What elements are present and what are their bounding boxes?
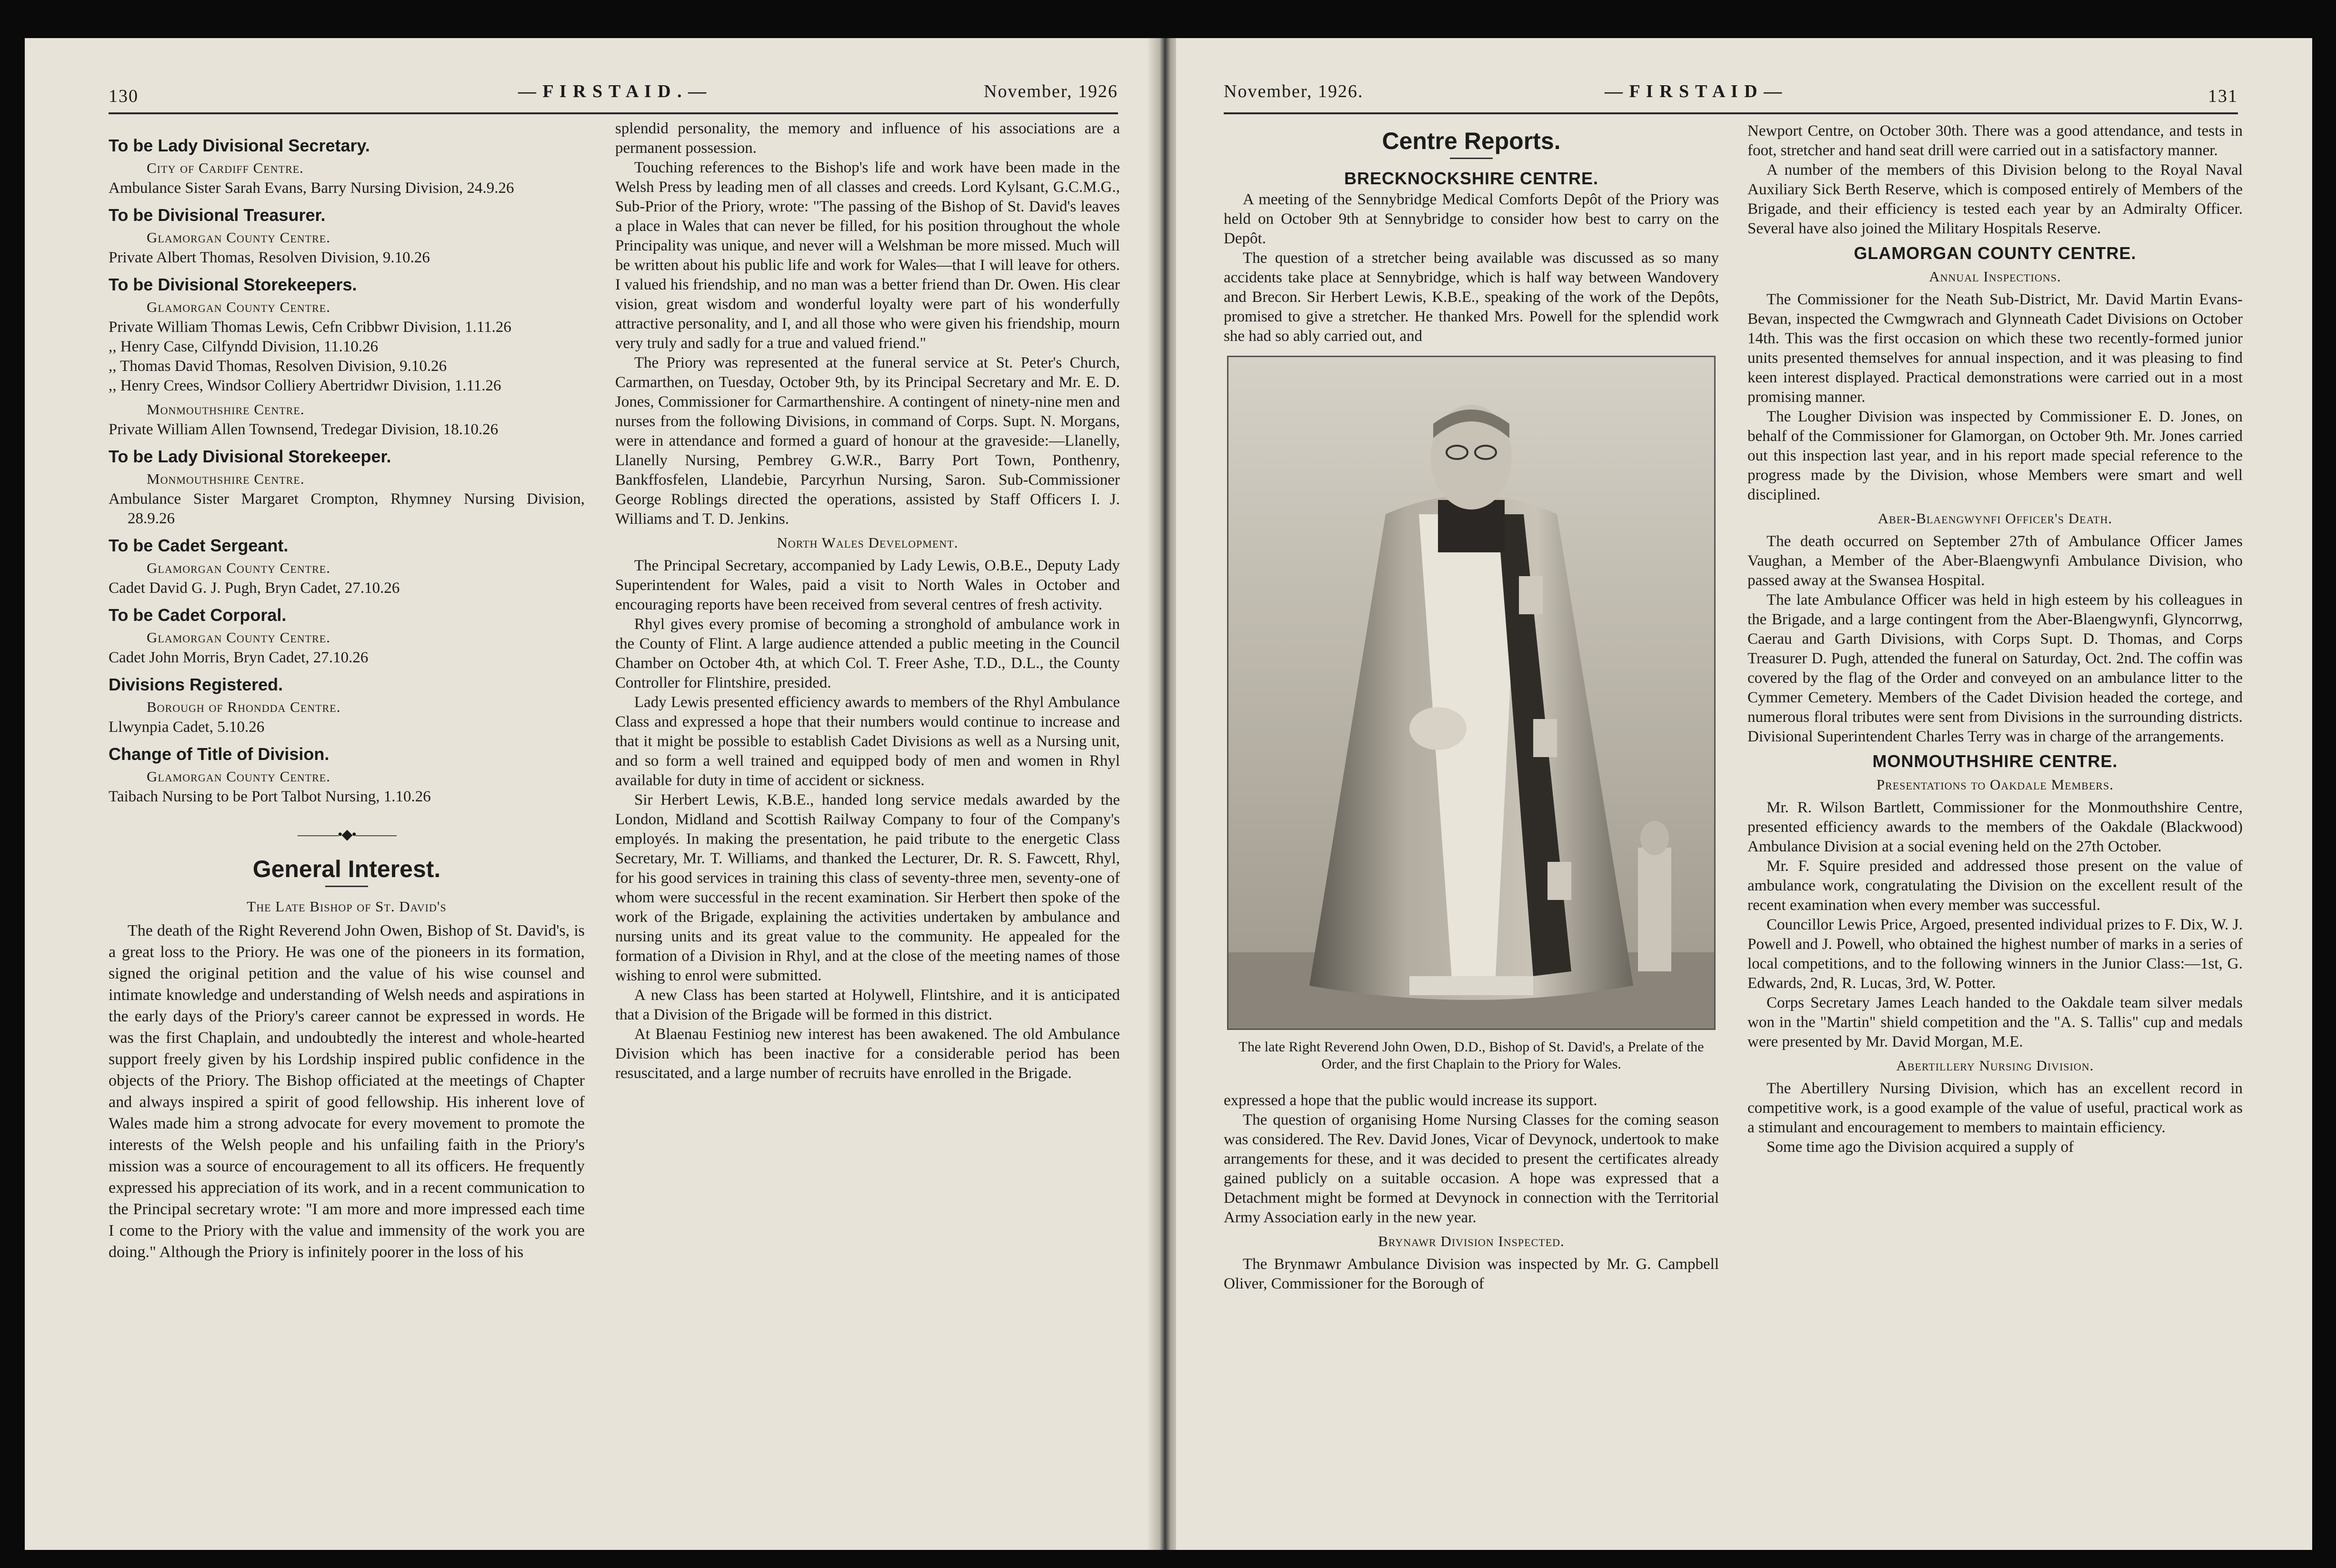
article-paragraph: Newport Centre, on October 30th. There was a good attendance, and tests in foot, stretcher and hand seat drill were carried out in a satisfactory manner. xyxy=(1747,122,2243,159)
running-title: — F I R S T A I D — xyxy=(1605,81,1783,101)
appointment-heading: To be Cadet Sergeant. xyxy=(109,536,289,555)
article-paragraph: At Blaenau Festiniog new interest has been awakened. The old Ambulance Division which has been inactive for a considerable period has been resuscitated, and a large number of recruits have enrolled in the Brigade. xyxy=(615,1026,1120,1082)
appointment-entry: Ambulance Sister Margaret Crompton, Rhymney Nursing Division, 28.9.26 xyxy=(109,490,585,527)
centre-label: Glamorgan County Centre. xyxy=(147,559,330,576)
page-number: 131 xyxy=(2208,86,2238,106)
appointments-section xyxy=(109,135,585,807)
brecknockshire-heading: BRECKNOCKSHIRE CENTRE. xyxy=(1344,169,1599,188)
page-number: 130 xyxy=(109,86,139,106)
article-paragraph: The late Ambulance Officer was held in high esteem by his colleagues in the Brigade, and a large contingent from the Aber-Blaengwynfi, Glyncorrwg, Caerau and Garth Divisions, with Corps Supt. D. Thomas, and Corps Treasurer D. Pugh, attended the funeral on Saturday, Oct. 2nd. The coffin was covered by the flag of the Order and conveyed on an ambulance litter to the Cymmer Cemetery. Members of the Cadet Division headed the cortege, and numerous floral tributes were sent from Divisions in the surrounding districts. Divisional Superintendent Charles Terry was in charge of the arrangements. xyxy=(1747,591,2243,745)
centre-reports-title: Centre Reports. xyxy=(1382,128,1561,154)
appointment-heading: To be Lady Divisional Secretary. xyxy=(109,136,370,155)
article-paragraph: The Commissioner for the Neath Sub-District, Mr. David Martin Evans-Bevan, inspected the Cwmgwrach and Glynneath Cadet Divisions on October 14th. This was the first occasion on which these two recently-formed junior units presented themselves for annual inspection, and it was pleasing to find keen interest displayed. Practical demonstrations were carried out in a most promising manner. xyxy=(1747,291,2243,406)
abertillery-subheading: Abertillery Nursing Division. xyxy=(1896,1057,2094,1074)
left-page xyxy=(25,38,1153,1550)
appointment-heading: Divisions Registered. xyxy=(109,675,283,694)
article-paragraph: A number of the members of this Division belong to the Royal Naval Auxiliary Sick Berth Reserve, which is composed entirely of Members of the Brigade, and their efficiency is tested each year by an Admiralty Officer. Several have also joined the Military Hospitals Reserve. xyxy=(1747,161,2243,237)
article-paragraph: Mr. F. Squire presided and addressed those present on the value of ambulance work, congratulating the Division on the excellent result of the recent examination when every member was successful. xyxy=(1747,858,2243,914)
article-paragraph: Councillor Lewis Price, Argoed, presented individual prizes to F. Dix, W. J. Powell and J. Powell, who obtained the highest number of marks in a series of local competitions, and to the following winners in the Junior Class:—1st, G. Edwards, 2nd, R. Lucas, 3rd, W. Potter. xyxy=(1747,916,2243,992)
article-paragraph: A new Class has been started at Holywell, Flintshire, and it is anticipated that a Division of the Brigade will be formed in this district. xyxy=(615,987,1120,1023)
left-page-header xyxy=(109,81,1118,114)
left-column-one xyxy=(109,129,585,1263)
right-page xyxy=(1176,38,2312,1550)
article-paragraph: Lady Lewis presented efficiency awards to members of the Rhyl Ambulance Class and expressed a hope that their numbers would continue to increase and that it might be possible to establish Cadet Divisions as well as a Nursing unit, and so form a well trained and equipped body of men and women in Rhyl available for duty in time of accident or sickness. xyxy=(615,694,1120,789)
article-paragraph: Corps Secretary James Leach handed to the Oakdale team silver medals won in the "Martin" shield competition and the "A. S. Tallis" cup and medals were presented by Mr. David Morgan, M.E. xyxy=(1747,994,2243,1050)
appointment-entry: ,, Henry Case, Cilfyndd Division, 11.10.26 xyxy=(109,338,379,355)
centre-label: Borough of Rhondda Centre. xyxy=(147,699,341,715)
general-interest-subtitle: The Late Bishop of St. David's xyxy=(247,898,447,915)
appointment-heading: To be Cadet Corporal. xyxy=(109,605,287,625)
title-rule xyxy=(1450,158,1493,159)
right-column-one xyxy=(1224,129,1719,1294)
article-paragraph: expressed a hope that the public would increase its support. xyxy=(1224,1092,1597,1109)
appointment-entry: Cadet John Morris, Bryn Cadet, 27.10.26 xyxy=(109,649,369,666)
appointment-heading: To be Divisional Storekeepers. xyxy=(109,275,357,294)
right-column-two xyxy=(1747,121,2243,1157)
appointment-entry: Cadet David G. J. Pugh, Bryn Cadet, 27.10.26 xyxy=(109,579,400,597)
monmouthshire-heading: MONMOUTHSHIRE CENTRE. xyxy=(1872,751,2118,771)
article-paragraph: Sir Herbert Lewis, K.B.E., handed long service medals awarded by the London, Midland and Scottish Railway Company to four of the Company's employés. In making the presentation, he paid tribute to the energetic Class Secretary, Mr. T. Williams, and thanked the Lecturer, Dr. R. S. Fawcett, Rhyl, for his good services in training this class of seventy-three men, seventy-one of whom were successful in the recent examination. Sir Herbert then spoke of the work of the Brigade, explaining the activities undertaken by ambulance and nursing units and its great value to the community. He appealed for the formation of a Division in Rhyl, and at the close of the meeting names of those wishing to enrol were submitted. xyxy=(615,791,1120,984)
centre-label: Monmouthshire Centre. xyxy=(147,470,305,487)
centre-label: Monmouthshire Centre. xyxy=(147,401,305,418)
appointment-heading: To be Lady Divisional Storekeeper. xyxy=(109,447,391,466)
centre-label: City of Cardiff Centre. xyxy=(147,160,304,176)
centre-label: Glamorgan County Centre. xyxy=(147,299,330,315)
article-paragraph: The Lougher Division was inspected by Commissioner E. D. Jones, on behalf of the Commissioner for Glamorgan, on October 9th. Mr. Jones carried out this inspection last year, and in his report made special reference to the progress made by the Division, whose Members were smart and well disciplined. xyxy=(1747,408,2243,503)
appointment-entry: Private William Allen Townsend, Tredegar Division, 18.10.26 xyxy=(109,421,499,438)
officer-death-subheading: Aber-Blaengwynfi Officer's Death. xyxy=(1877,510,2113,527)
appointment-entry: ,, Henry Crees, Windsor Colliery Abertridwr Division, 1.11.26 xyxy=(109,377,501,394)
article-paragraph: Rhyl gives every promise of becoming a stronghold of ambulance work in the County of Flint. A large audience attended a public meeting in the Council Chamber on October 4th, at which Col. T. Freer Ashe, T.D., D.L., the County Controller for Flintshire, presided. xyxy=(615,616,1120,691)
article-paragraph: The question of organising Home Nursing Classes for the coming season was considered. The Rev. David Jones, Vicar of Devynock, undertook to make arrangements for these, and it was decided to present the certificates already gained publicly on a suitable occasion. A hope was expressed that a Detachment might be formed at Devynock in connection with the Territorial Army Association early in the new year. xyxy=(1224,1111,1719,1226)
title-rule xyxy=(325,886,368,887)
article-paragraph: The Principal Secretary, accompanied by Lady Lewis, O.B.E., Deputy Lady Superintendent for Wales, paid a visit to North Wales in October and encouraging reports have been received from several centres of fresh activity. xyxy=(615,557,1120,613)
running-title: — F I R S T A I D . — xyxy=(518,81,708,101)
brynmawr-subheading: Brynawr Division Inspected. xyxy=(1378,1233,1565,1249)
general-interest-title: General Interest. xyxy=(252,856,441,882)
article-paragraph: The Abertillery Nursing Division, which has an excellent record in competitive work, is a good example of the value of useful, practical work as a stimulant and encouragement to members to maintain efficiency. xyxy=(1747,1080,2243,1136)
issue-date: November, 1926. xyxy=(1224,81,1364,101)
section-ornament: ———•◆•——— xyxy=(297,827,396,842)
appointment-heading: To be Divisional Treasurer. xyxy=(109,205,326,225)
centre-label: Glamorgan County Centre. xyxy=(147,229,330,246)
article-paragraph: The question of a stretcher being available was discussed as so many accidents take place at Sennybridge, which is half way between Wandovery and Brecon. Sir Herbert Lewis, K.B.E., speaking of the work of the Depôts, promised to give a stretcher. He thanked Mrs. Powell for the splendid work she had so ably carried out, and xyxy=(1224,250,1719,345)
photo-caption: The late Right Reverend John Owen, D.D., Bishop of St. David's, a Prelate of the Order, and the first Chaplain to the Priory for Wales. xyxy=(1238,1039,1704,1072)
appointment-entry: Llwynpia Cadet, 5.10.26 xyxy=(109,719,265,736)
left-column-two xyxy=(615,119,1120,1083)
article-paragraph: Touching references to the Bishop's life and work have been made in the Welsh Press by leading men of all classes and creeds. Lord Kylsant, G.C.M.G., Sub-Prior of the Priory, wrote: "The passing of the Bishop of St. David's leaves a place in Wales that can never be filled, for his position throughout the whole Principality was unique, and never will a Welshman be more missed. Much will be written about his public life and work for Wales—that I will leave for others. I valued his friendship, and no man was a better friend than Dr. Owen. His clear vision, great wisdom and wonderful loyalty were part of his wonderfully attractive personality, and I, and all those who were given his friendship, mourn very truly and sadly for a true and valued friend." xyxy=(615,159,1120,352)
centre-label: Glamorgan County Centre. xyxy=(147,629,330,646)
right-page-header xyxy=(1224,81,2238,114)
annual-inspections-subheading: Annual Inspections. xyxy=(1929,268,2061,285)
oakdale-subheading: Presentations to Oakdale Members. xyxy=(1876,776,2114,793)
appointment-entry: Private Albert Thomas, Resolven Division, 9.10.26 xyxy=(109,249,430,266)
article-paragraph: A meeting of the Sennybridge Medical Comforts Depôt of the Priory was held on October 9th at Sennybridge to consider how best to carry on the Depôt. xyxy=(1224,191,1719,247)
article-paragraph: The death of the Right Reverend John Owen, Bishop of St. David's, is a great loss to the Priory. He was one of the pioneers in its formation, signed the original petition and the value of his wise counsel and intimate knowledge and understanding of Welsh needs and aspirations in the early days of the Priory's career cannot be expressed in words. He was the first Chaplain, and undoubtedly the interest and whole-hearted support freely given by his Lordship inspired public confidence in the objects of the Priory. The Bishop officiated at the meetings of Chapter and always inspired a spirit of good fellowship. His inherent love of Wales made him a strong advocate for every movement to promote the interests of the Welsh people and his unfailing faith in the Priory's mission was a source of encouragement to all its officers. He frequently expressed his appreciation of its work, and in a recent communication to the Principal secretary wrote: "I am more and more impressed each time I come to the Priory with the value and immensity of the work you are doing." Although the Priory is infinitely poorer in the loss of his xyxy=(109,922,585,1261)
article-paragraph: The death occurred on September 27th of Ambulance Officer James Vaughan, a Member of the Aber-Blaengwynfi Ambulance Division, who passed away at the Swansea Hospital. xyxy=(1747,533,2243,589)
issue-date: November, 1926 xyxy=(984,81,1118,101)
bishop-portrait-photo xyxy=(1227,356,1716,1030)
north-wales-subheading: North Wales Development. xyxy=(777,534,958,551)
article-paragraph: The Priory was represented at the funeral service at St. Peter's Church, Carmarthen, on Tuesday, October 9th, by its Principal Secretary and Mr. E. D. Jones, Commissioner for Carmarthenshire. A contingent of ninety-nine men and nurses from the following Divisions, in command of Corps. Supt. N. Morgans, were in attendance and formed a guard of honour at the graveside:—Llanelly, Llanelly Nursing, Pembrey G.W.R., Barry Port Town, Ponthenry, Bankffosfelen, Llandebie, Parcyrhun Nursing, Saron. Sub-Commissioner George Roblings directed the operations, assisted by Staff Officers I. J. Williams and T. D. Jenkins. xyxy=(615,354,1120,528)
appointment-entry: Private William Thomas Lewis, Cefn Cribbwr Division, 1.11.26 xyxy=(109,319,511,336)
article-paragraph: The Brynmawr Ambulance Division was inspected by Mr. G. Campbell Oliver, Commissioner for the Borough of xyxy=(1224,1256,1719,1292)
glamorgan-heading: GLAMORGAN COUNTY CENTRE. xyxy=(1854,243,2136,263)
appointment-entry: Ambulance Sister Sarah Evans, Barry Nursing Division, 24.9.26 xyxy=(109,180,514,197)
bishop-figure-illustration xyxy=(1228,357,1714,1029)
article-paragraph: Mr. R. Wilson Bartlett, Commissioner for the Monmouthshire Centre, presented efficiency awards to the members of the Oakdale (Blackwood) Ambulance Division at a social evening held on the 27th October. xyxy=(1747,799,2243,855)
appointment-entry: Taibach Nursing to be Port Talbot Nursing, 1.10.26 xyxy=(109,788,431,805)
article-paragraph: splendid personality, the memory and influence of his associations are a permanent possession. xyxy=(615,120,1120,157)
centre-label: Glamorgan County Centre. xyxy=(147,768,330,785)
appointment-entry: ,, Thomas David Thomas, Resolven Division, 9.10.26 xyxy=(109,358,447,375)
appointment-heading: Change of Title of Division. xyxy=(109,744,329,764)
article-paragraph: Some time ago the Division acquired a supply of xyxy=(1767,1139,2074,1156)
